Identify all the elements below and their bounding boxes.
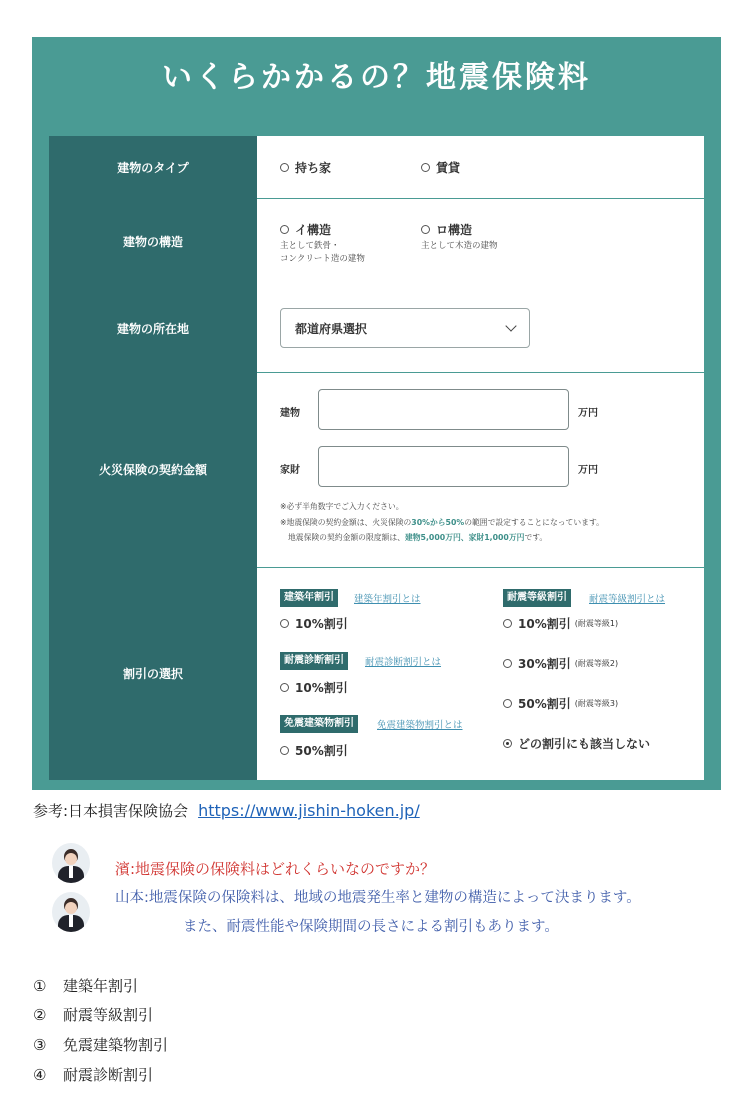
reference-line	[33, 800, 420, 821]
radio-icon	[280, 163, 289, 172]
radio-owned-house[interactable]: 持ち家	[280, 159, 331, 176]
answer-text-2: また、耐震性能や保険期間の長さによる割引もあります。	[183, 919, 559, 935]
chevron-down-icon	[505, 320, 516, 331]
radio-icon	[280, 619, 289, 628]
year-discount-link[interactable]: 建築年割引とは	[354, 594, 421, 605]
radio-icon	[503, 699, 512, 708]
diagnosis-discount-tag: 耐震診断割引	[280, 652, 348, 670]
list-item: ① 建築年割引	[33, 977, 139, 995]
building-amount-input[interactable]	[318, 389, 569, 430]
radio-no-discount[interactable]: どの割引にも該当しない	[503, 735, 650, 752]
reference-link[interactable]: https://www.jishin-hoken.jp/	[198, 801, 420, 820]
amount-note-1: ※必ず半角数字でご入力ください。	[280, 502, 404, 511]
radio-selected-icon	[503, 739, 512, 748]
diagnosis-discount-link[interactable]: 耐震診断割引とは	[365, 657, 442, 668]
avatar-hama	[52, 843, 90, 883]
list-item: ③ 免震建築物割引	[33, 1036, 169, 1054]
building-amount-unit: 万円	[578, 408, 598, 419]
building-location-label: 建物の所在地	[49, 284, 257, 373]
radio-grade-3[interactable]: 50%割引 (耐震等級3)	[503, 695, 618, 712]
amount-note-3: 地震保険の契約金額の限度額は、建物5,000万円、家財1,000万円です。	[288, 533, 548, 542]
radio-grade-1[interactable]: 10%割引 (耐震等級1)	[503, 615, 618, 632]
structure-i-description: 主として鉄骨・ コンクリート造の建物	[280, 241, 365, 264]
building-structure-label: 建物の構造	[49, 198, 257, 284]
prefecture-select[interactable]: 都道府県選択	[280, 308, 530, 348]
grade-discount-tag: 耐震等級割引	[503, 589, 571, 607]
seismic-isolation-link[interactable]: 免震建築物割引とは	[377, 720, 463, 731]
radio-year-discount-10[interactable]: 10%割引	[280, 615, 348, 632]
reference-label: 参考:日本損害保険協会	[33, 802, 189, 820]
divider	[257, 372, 704, 373]
contents-amount-unit: 万円	[578, 465, 598, 476]
contents-amount-label: 家財	[280, 465, 300, 476]
radio-seismic-isolation-50[interactable]: 50%割引	[280, 742, 348, 759]
radio-icon	[280, 225, 289, 234]
avatar-yamamoto	[52, 892, 90, 932]
radio-icon	[503, 619, 512, 628]
building-amount-label: 建物	[280, 408, 300, 419]
amount-note-2: ※地震保険の契約金額は、火災保険の30%から50%の範囲で設定することになっています。	[280, 518, 604, 527]
radio-icon	[503, 659, 512, 668]
question-text: 濱:地震保険の保険料はどれくらいなのですか？	[115, 860, 436, 878]
year-discount-tag: 建築年割引	[280, 589, 338, 607]
radio-diagnosis-discount-10[interactable]: 10%割引	[280, 679, 348, 696]
grade-discount-link[interactable]: 耐震等級割引とは	[589, 594, 666, 605]
radio-grade-2[interactable]: 30%割引 (耐震等級2)	[503, 655, 618, 672]
contract-amount-label: 火災保険の契約金額	[49, 372, 257, 568]
contents-amount-input[interactable]	[318, 446, 569, 487]
structure-ro-description: 主として木造の建物	[421, 241, 498, 251]
divider	[257, 567, 704, 568]
radio-icon	[280, 683, 289, 692]
divider	[257, 198, 704, 199]
seismic-isolation-tag: 免震建築物割引	[280, 715, 358, 733]
page-title: いくらかかるの？地震保険料	[162, 60, 591, 95]
discount-selection-label: 割引の選択	[49, 567, 257, 780]
list-item: ④ 耐震診断割引	[33, 1066, 154, 1084]
list-item: ② 耐震等級割引	[33, 1006, 154, 1024]
building-type-label: 建物のタイプ	[49, 136, 257, 199]
radio-icon	[421, 225, 430, 234]
calculator-panel	[32, 37, 721, 790]
radio-structure-i[interactable]: イ構造	[280, 221, 331, 238]
premium-form	[49, 136, 704, 780]
radio-icon	[280, 746, 289, 755]
radio-structure-ro[interactable]: ロ構造	[421, 221, 472, 238]
radio-rental[interactable]: 賃貸	[421, 159, 460, 176]
answer-text-1: 山本:地震保険の保険料は、地域の地震発生率と建物の構造によって決まります。	[115, 890, 641, 906]
radio-icon	[421, 163, 430, 172]
